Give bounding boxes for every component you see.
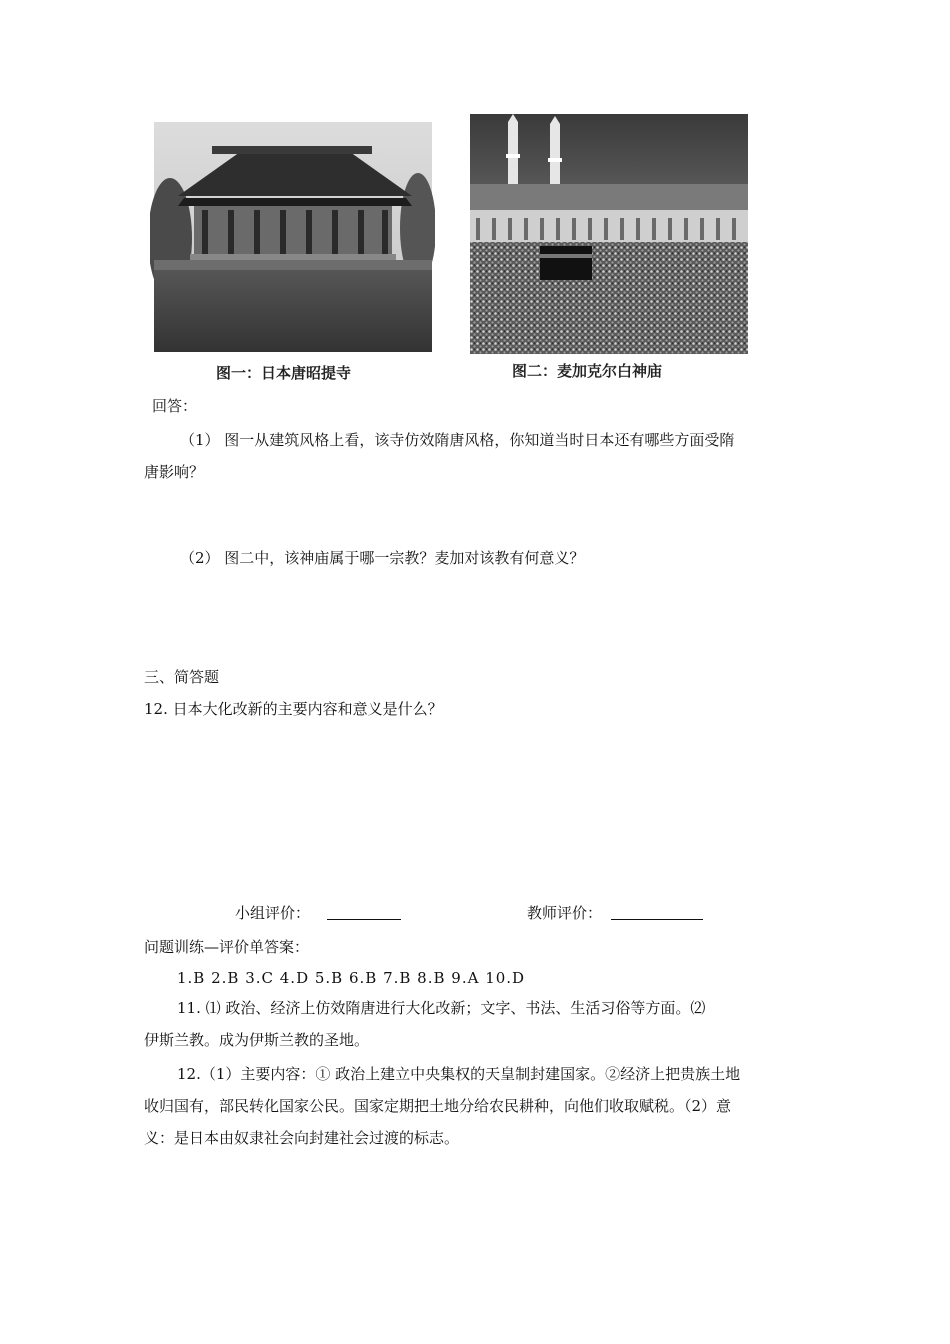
question-2: （2） 图二中，该神庙属于哪一宗教？麦加对该教有何意义？ xyxy=(180,549,585,567)
group-eval-label: 小组评价： xyxy=(235,904,311,922)
temple-photo xyxy=(150,118,435,356)
answers-title: 问题训练—评价单答案： xyxy=(144,938,310,956)
question-1-line-1: （1） 图一从建筑风格上看，该寺仿效隋唐风格，你知道当时日本还有哪些方面受隋 xyxy=(180,431,735,449)
question-12: 12. 日本大化改新的主要内容和意义是什么？ xyxy=(144,700,443,718)
figure-temple xyxy=(150,118,435,388)
answer-12-line-1: 12.（1）主要内容：① 政治上建立中央集权的天皇制封建国家。②经济上把贵族土地 xyxy=(177,1065,741,1083)
kaaba-photo xyxy=(470,114,748,354)
teacher-eval-blank[interactable] xyxy=(611,903,703,920)
question-1-line-2: 唐影响？ xyxy=(144,463,205,481)
teacher-eval-label: 教师评价： xyxy=(527,904,603,922)
group-eval-blank[interactable] xyxy=(327,903,401,920)
answer-11-line-1: 11. ⑴ 政治、经济上仿效隋唐进行大化改新；文字、书法、生活习俗等方面。⑵ xyxy=(177,999,706,1017)
answer-12-line-2: 收归国有，部民转化国家公民。国家定期把土地分给农民耕种，向他们收取赋税。（2）意 xyxy=(144,1097,732,1115)
figure-caption: 图一：日本唐昭提寺 xyxy=(216,364,352,382)
figure-caption: 图二：麦加克尔白神庙 xyxy=(512,362,663,380)
answer-label: 回答： xyxy=(152,397,198,415)
multiple-choice-answers: 1.B 2.B 3.C 4.D 5.B 6.B 7.B 8.B 9.A 10.D xyxy=(177,969,526,987)
answer-12-line-3: 义：是日本由奴隶社会向封建社会过渡的标志。 xyxy=(144,1129,460,1147)
section-title: 三、简答题 xyxy=(144,668,220,686)
answer-11-line-2: 伊斯兰教。成为伊斯兰教的圣地。 xyxy=(144,1031,370,1049)
figure-kaaba xyxy=(470,114,748,388)
